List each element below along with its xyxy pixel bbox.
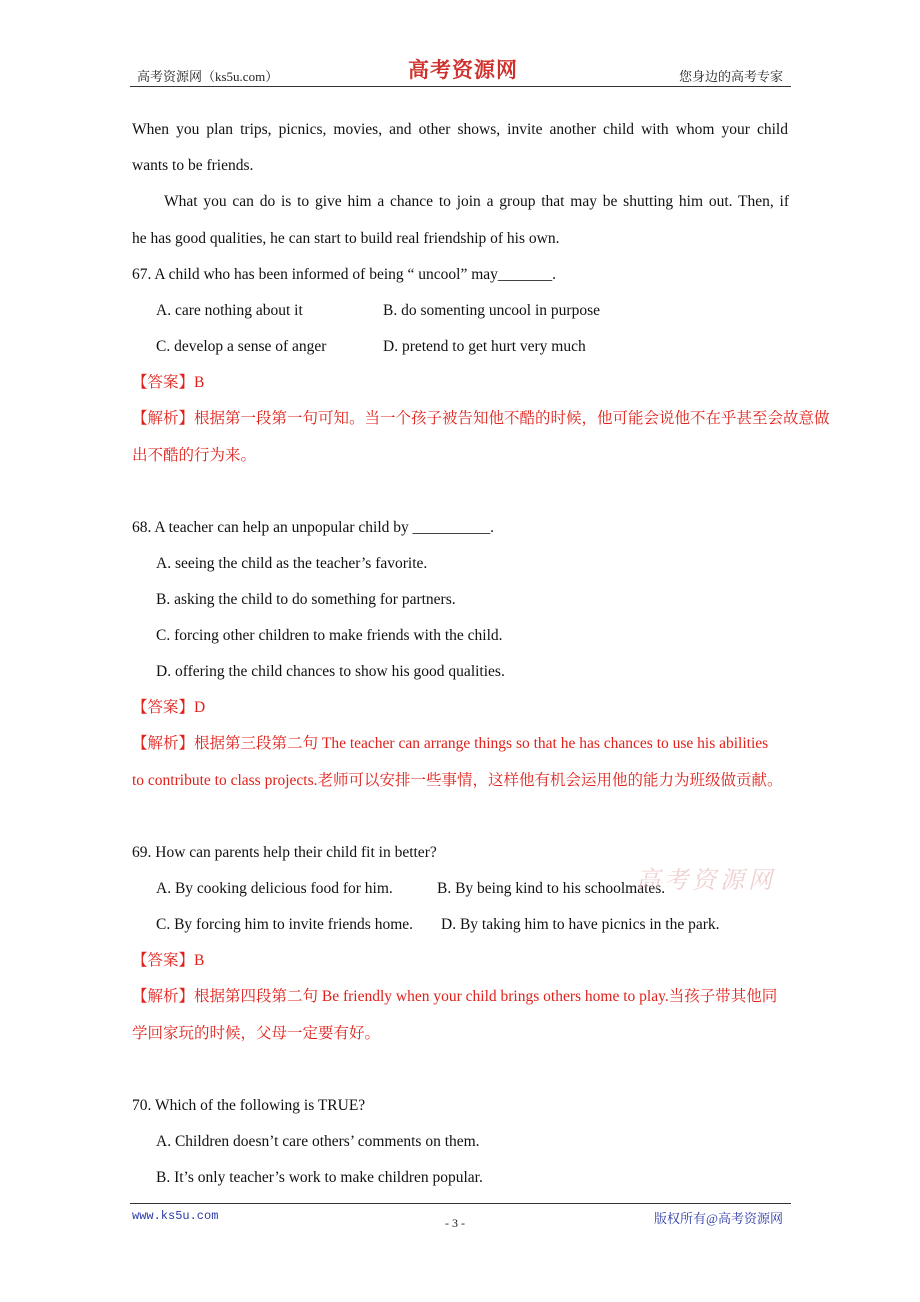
header-slogan: 您身边的高考专家 bbox=[678, 69, 783, 84]
question-67-analysis-line1: 【解析】根据第一段第一句可知。当一个孩子被告知他不酷的时候，他可能会说他不在乎甚至会故意做 bbox=[132, 410, 830, 427]
question-69-analysis-line2: 学回家玩的时候，父母一定要有好。 bbox=[132, 1025, 381, 1042]
question-69-option-d: D. By taking him to have picnics in the park. bbox=[441, 916, 720, 933]
question-67-stem: 67. A child who has been informed of being “ uncool” may_______. bbox=[132, 266, 557, 283]
question-67-option-c: C. develop a sense of anger bbox=[156, 338, 327, 355]
passage-p2-line1: What you can do is to give him a chance to join a group that may be shutting him out. Then, if bbox=[164, 193, 789, 210]
passage-p2-line2: he has good qualities, he can start to build real friendship of his own. bbox=[132, 230, 560, 247]
question-70-option-b: B. It’s only teacher’s work to make children popular. bbox=[156, 1169, 483, 1186]
footer-rule bbox=[130, 1203, 791, 1204]
question-68-option-c: C. forcing other children to make friends with the child. bbox=[156, 627, 503, 644]
question-69-analysis-line1: 【解析】根据第四段第二句 Be friendly when your child brings others home to play.当孩子带其他同 bbox=[132, 988, 778, 1005]
question-69-answer: 【答案】B bbox=[132, 952, 205, 969]
question-68-answer: 【答案】D bbox=[132, 699, 206, 716]
question-69-option-c: C. By forcing him to invite friends home. bbox=[156, 916, 414, 933]
question-70-stem: 70. Which of the following is TRUE? bbox=[132, 1097, 366, 1114]
question-69-option-b: B. By being kind to his schoolmates. bbox=[437, 880, 666, 897]
question-68-option-a: A. seeing the child as the teacher’s favorite. bbox=[156, 555, 428, 572]
question-69-stem: 69. How can parents help their child fit in better? bbox=[132, 844, 437, 861]
question-68-stem: 68. A teacher can help an unpopular child by __________. bbox=[132, 519, 495, 536]
footer-copyright: 版权所有@高考资源网 bbox=[654, 1211, 783, 1226]
page-number: - 3 - bbox=[445, 1216, 465, 1230]
question-70-option-a: A. Children doesn’t care others’ comments on them. bbox=[156, 1133, 480, 1150]
question-67-option-b: B. do somenting uncool in purpose bbox=[383, 302, 600, 319]
header-rule bbox=[130, 86, 791, 87]
question-69-option-a: A. By cooking delicious food for him. bbox=[156, 880, 393, 897]
passage-p1-line1: When you plan trips, picnics, movies, and other shows, invite another child with whom your child bbox=[132, 121, 788, 138]
question-67-option-a: A. care nothing about it bbox=[156, 302, 303, 319]
question-68-analysis-line1: 【解析】根据第三段第二句 The teacher can arrange things so that he has chances to use his abilities bbox=[132, 735, 769, 752]
question-68-analysis-line2: to contribute to class projects.老师可以安排一些事情，这样他有机会运用他的能力为班级做贡献。 bbox=[132, 772, 783, 789]
question-68-option-b: B. asking the child to do something for partners. bbox=[156, 591, 456, 608]
question-68-option-d: D. offering the child chances to show his good qualities. bbox=[156, 663, 505, 680]
header-site-name: 高考资源网（ks5u.com） bbox=[137, 69, 279, 84]
watermark: 高考资源网 bbox=[636, 866, 776, 894]
passage-p1-line2: wants to be friends. bbox=[132, 157, 254, 174]
question-67-analysis-line2: 出不酷的行为来。 bbox=[132, 447, 257, 464]
question-67-answer: 【答案】B bbox=[132, 374, 205, 391]
header-logo: 高考资源网 bbox=[408, 58, 518, 82]
question-67-option-d: D. pretend to get hurt very much bbox=[383, 338, 586, 355]
footer-site-link[interactable]: www.ks5u.com bbox=[132, 1209, 219, 1223]
